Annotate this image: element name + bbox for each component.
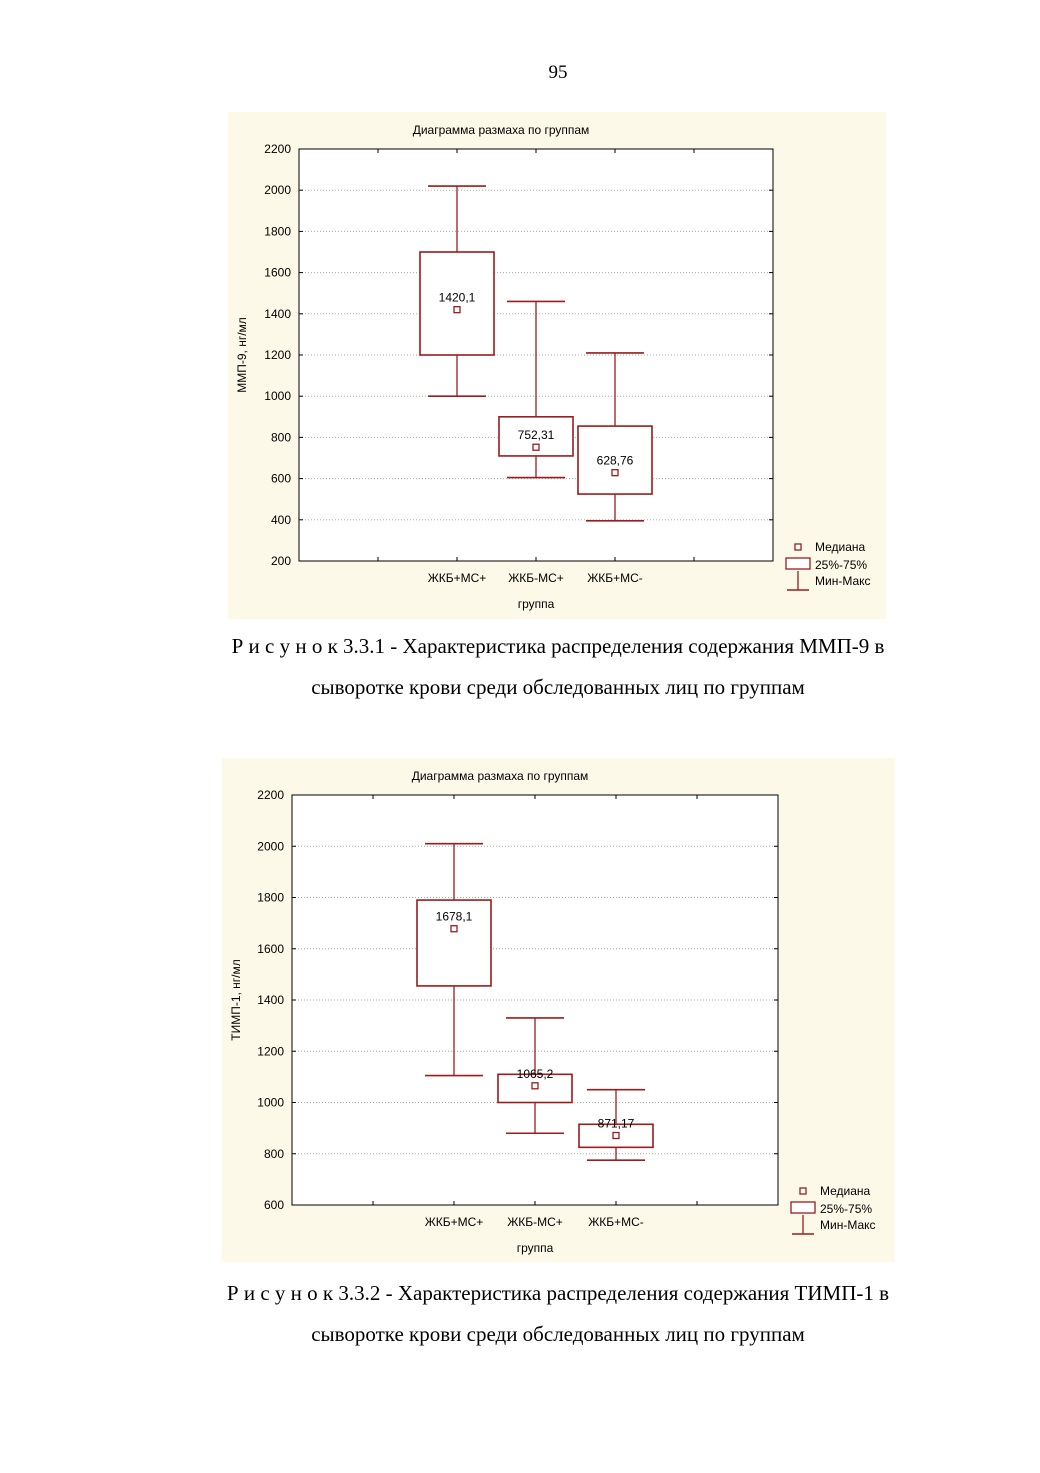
legend-label: 25%-75% xyxy=(820,1202,873,1216)
y-tick-label: 1800 xyxy=(257,890,284,905)
median-marker xyxy=(613,1133,619,1139)
median-marker xyxy=(451,926,457,932)
y-tick-label: 1400 xyxy=(264,306,291,321)
page-number: 95 xyxy=(548,62,568,83)
y-tick-label: 1600 xyxy=(257,941,284,956)
median-marker xyxy=(533,444,539,450)
boxplot-mmp9 xyxy=(228,112,886,619)
x-axis-label: группа xyxy=(517,597,555,611)
chart-svg xyxy=(228,112,886,619)
legend-label: Мин-Макс xyxy=(815,574,871,588)
boxplot-timp1 xyxy=(222,758,895,1262)
y-tick-label: 1200 xyxy=(257,1044,284,1059)
legend-box-swatch xyxy=(791,1202,815,1213)
median-label: 871,17 xyxy=(597,1116,635,1131)
figure-caption-2 xyxy=(0,1273,1040,1355)
median-marker xyxy=(454,307,460,313)
median-label: 752,31 xyxy=(517,428,555,443)
median-label: 1678,1 xyxy=(435,909,473,924)
x-tick-label: ЖКБ+МС+ xyxy=(424,1215,484,1229)
y-tick-label: 2200 xyxy=(264,142,291,156)
median-marker xyxy=(532,1083,538,1089)
y-tick-label: 600 xyxy=(263,1198,284,1212)
caption-line: Р и с у н о к 3.3.1 - Характеристика распределения содержания ММП-9 в xyxy=(231,634,885,658)
x-tick-label: ЖКБ-МС+ xyxy=(508,571,564,585)
x-tick-label: ЖКБ+МС+ xyxy=(427,571,487,585)
median-label: 628,76 xyxy=(596,453,634,468)
caption-line: Р и с у н о к 3.3.2 - Характеристика распределения содержания ТИМП-1 в xyxy=(226,1281,890,1305)
y-tick-label: 1600 xyxy=(264,265,291,280)
y-tick-label: 800 xyxy=(270,430,291,445)
legend-label: Медиана xyxy=(815,540,866,554)
y-tick-label: 1800 xyxy=(264,224,291,239)
median-label: 1420,1 xyxy=(438,290,476,305)
y-tick-label: 600 xyxy=(270,471,291,486)
legend-label: Медиана xyxy=(820,1184,871,1198)
x-axis-label: группа xyxy=(516,1241,554,1255)
y-axis-label: ММП-9, нг/мл xyxy=(235,317,249,393)
y-tick-label: 2000 xyxy=(264,183,291,198)
y-axis-label: ТИМП-1, нг/мл xyxy=(229,959,243,1041)
legend-label: 25%-75% xyxy=(815,558,868,572)
figure-caption-1 xyxy=(0,626,1040,708)
y-tick-label: 2200 xyxy=(257,788,284,802)
caption-line: сыворотке крови среди обследованных лиц по группам xyxy=(311,1322,805,1346)
chart-svg xyxy=(222,758,895,1262)
caption-line: сыворотке крови среди обследованных лиц по группам xyxy=(311,675,805,699)
chart-title: Диаграмма размаха по группам xyxy=(411,769,589,783)
legend-median-marker xyxy=(800,1188,806,1194)
y-tick-label: 1200 xyxy=(264,348,291,362)
y-tick-label: 400 xyxy=(270,512,291,527)
y-tick-label: 1000 xyxy=(264,389,291,404)
legend-box-swatch xyxy=(786,558,810,569)
x-tick-label: ЖКБ-МС+ xyxy=(507,1215,563,1229)
x-tick-label: ЖКБ+МС- xyxy=(588,1215,644,1229)
y-tick-label: 1000 xyxy=(257,1095,284,1110)
y-tick-label: 800 xyxy=(263,1146,284,1161)
y-tick-label: 1400 xyxy=(257,993,284,1007)
median-label: 1065,2 xyxy=(516,1066,554,1081)
legend-label: Мин-Макс xyxy=(820,1218,876,1232)
median-marker xyxy=(612,470,618,476)
y-tick-label: 200 xyxy=(270,554,291,568)
x-tick-label: ЖКБ+МС- xyxy=(587,571,643,585)
y-tick-label: 2000 xyxy=(257,839,284,854)
legend-median-marker xyxy=(795,544,801,550)
chart-title: Диаграмма размаха по группам xyxy=(412,123,590,137)
